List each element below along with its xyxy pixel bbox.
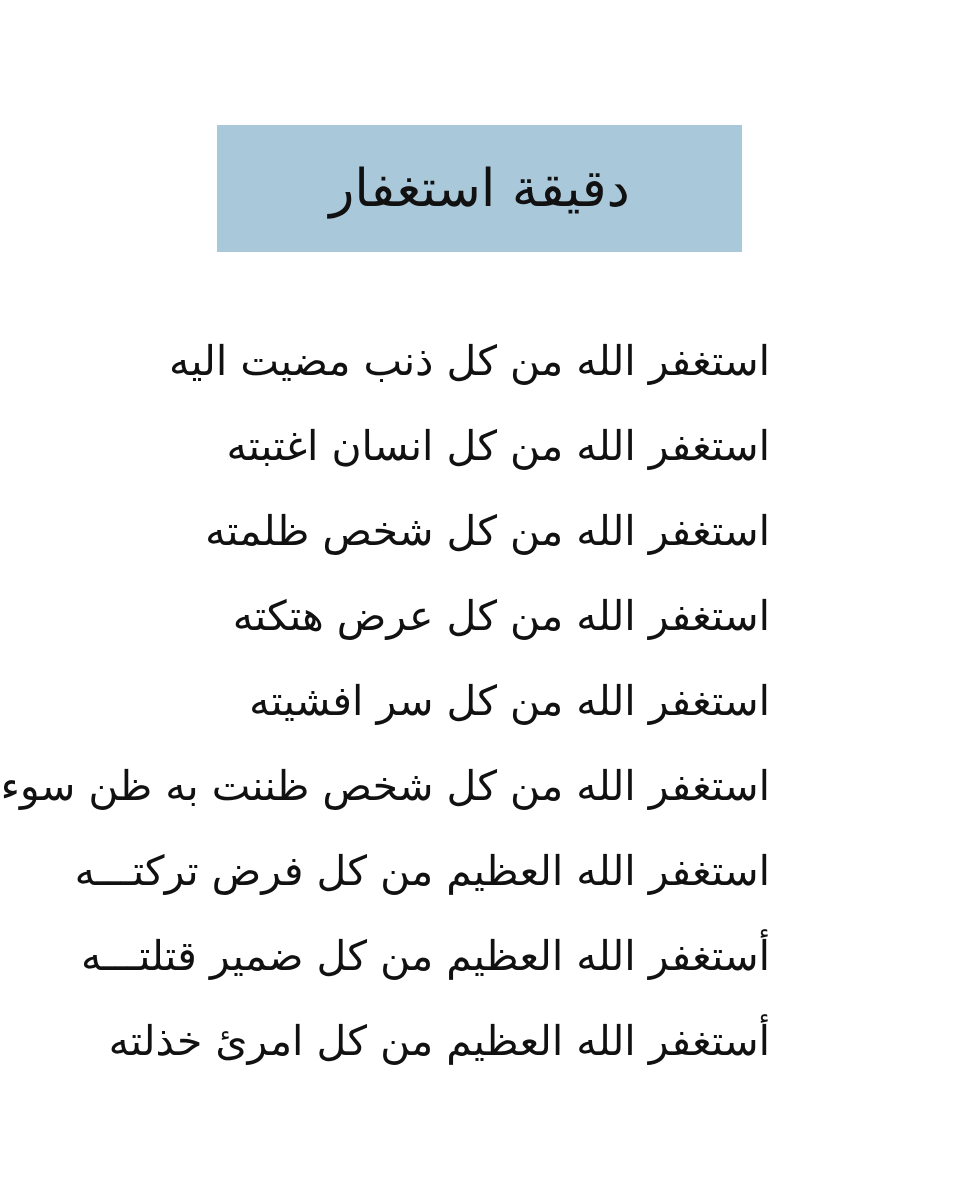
istighfar-line-5: استغفر الله من كل سر افشيته <box>249 676 770 725</box>
istighfar-line-3: استغفر الله من كل شخص ظلمته <box>205 506 770 555</box>
istighfar-line-4: استغفر الله من كل عرض هتكته <box>232 591 770 640</box>
istighfar-line-6: استغفر الله من كل شخص ظننت به ظن سوء <box>0 761 770 810</box>
istighfar-line-9: أستغفر الله العظيم من كل امرئ خذلته <box>108 1016 770 1065</box>
istighfar-line-8: أستغفر الله العظيم من كل ضمير قتلتـــه <box>80 931 770 980</box>
title-banner <box>217 125 742 252</box>
istighfar-line-7: استغفر الله العظيم من كل فرض تركتـــه <box>74 846 770 895</box>
istighfar-list <box>0 318 770 1083</box>
istighfar-line-1: استغفر الله من كل ذنب مضيت اليه <box>169 336 770 385</box>
page-title: دقيقة استغفار <box>329 158 630 219</box>
istighfar-line-2: استغفر الله من كل انسان اغتبته <box>226 421 770 470</box>
